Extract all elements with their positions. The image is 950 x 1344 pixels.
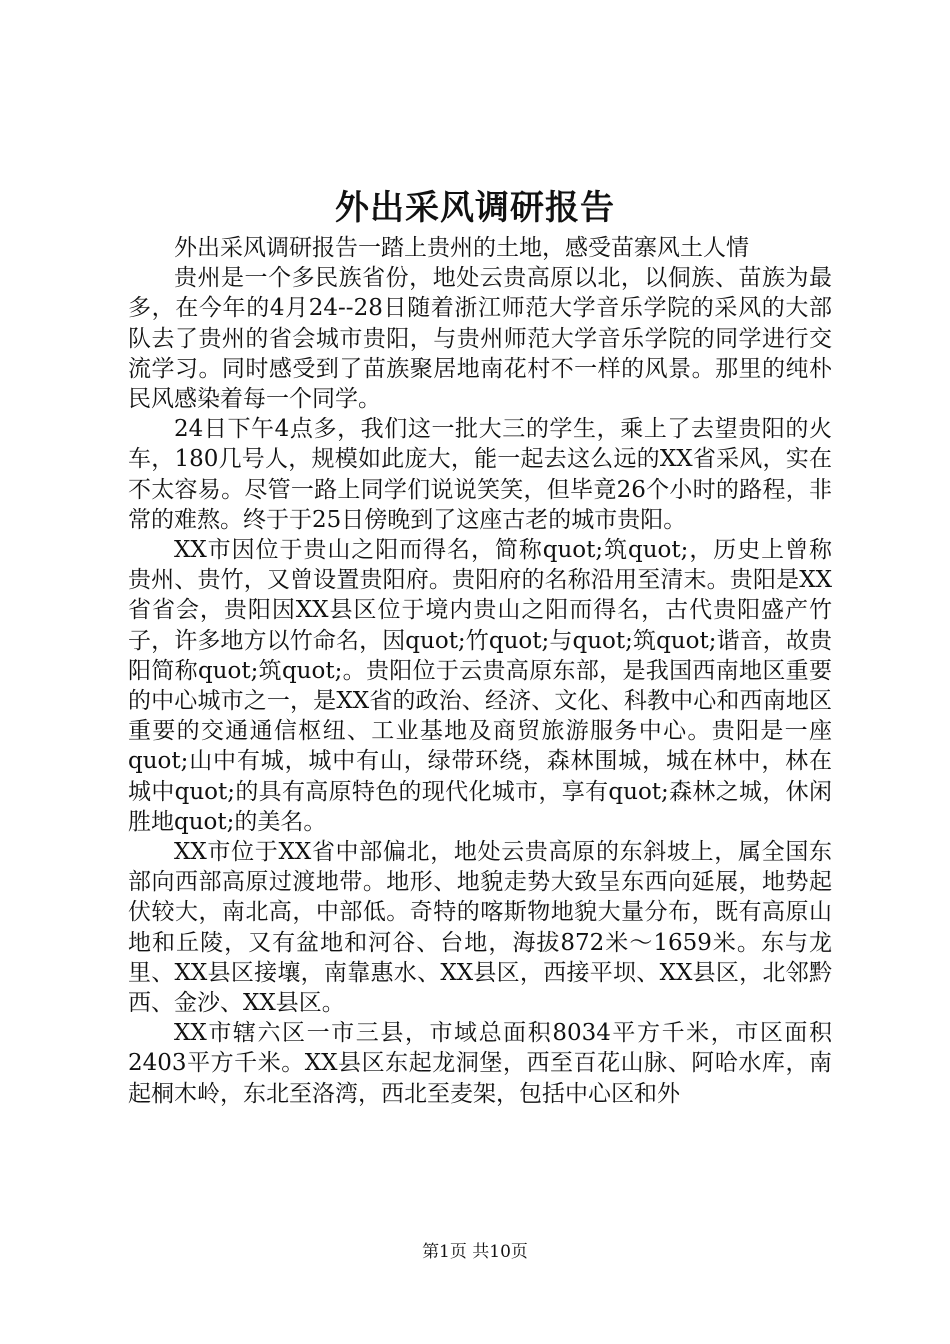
paragraph-administration: XX市辖六区一市三县，市域总面积8034平方千米，市区面积2403平方千米。XX县区东起龙洞堡，西至百花山脉、阿哈水库，南起桐木岭，东北至洛湾，西北至麦架，包括中心区和外 — [128, 1020, 832, 1107]
paragraph-journey: 24日下午4点多，我们这一批大三的学生，乘上了去望贵阳的火车，180几号人，规模如此庞大，能一起去这么远的XX省采风，实在不太容易。尽管一路上同学们说说笑笑，但毕竟26个小时的路程，非常的难熬。终于于25日傍晚到了这座古老的城市贵阳。 — [128, 416, 832, 533]
paragraph-guizhou: 贵州是一个多民族省份，地处云贵高原以北，以侗族、苗族为最多，在今年的4月24--28日随着浙江师范大学音乐学院的采风的大部队去了贵州的省会城市贵阳，与贵州师范大学音乐学院的同学进行交流学习。同时感受到了苗族聚居地南花村不一样的风景。那里的纯朴民风感染着每一个同学。 — [128, 265, 832, 413]
document-body — [128, 233, 832, 1109]
paragraph-geography: XX市位于XX省中部偏北，地处云贵高原的东斜坡上，属全国东部向西部高原过渡地带。地形、地貌走势大致呈东西向延展，地势起伏较大，南北高，中部低。奇特的喀斯物地貌大量分布，既有高原山地和丘陵，又有盆地和河谷、台地，海拔872米～1659米。东与龙里、XX县区接壤，南靠惠水、XX县区，西接平坝、XX县区，北邻黔西、金沙、XX县区。 — [128, 839, 832, 1017]
paragraph-intro: 外出采风调研报告一踏上贵州的土地，感受苗寨风土人情 — [174, 235, 749, 261]
paragraph-city-name: XX市因位于贵山之阳而得名，简称quot;筑quot;，历史上曾称贵州、贵竹，又曾设置贵阳府。贵阳府的名称沿用至清末。贵阳是XX省省会，贵阳因XX县区位于境内贵山之阳而得名，古代贵阳盛产竹子，许多地方以竹命名，因quot;竹quot;与quot;筑quot;谐音，故贵阳简称quot;筑quot;。贵阳位于云贵高原东部，是我国西南地区重要的中心城市之一，是XX省的政治、经济、文化、科教中心和西南地区重要的交通通信枢纽、工业基地及商贸旅游服务中心。贵阳是一座quot;山中有城，城中有山，绿带环绕，森林围城，城在林中，林在城中quot;的具有高原特色的现代化城市，享有quot;森林之城，休闲胜地quot;的美名。 — [128, 537, 832, 835]
document-title: 外出采风调研报告 — [335, 188, 615, 228]
page-number: 第1页 共10页 — [422, 1242, 528, 1262]
